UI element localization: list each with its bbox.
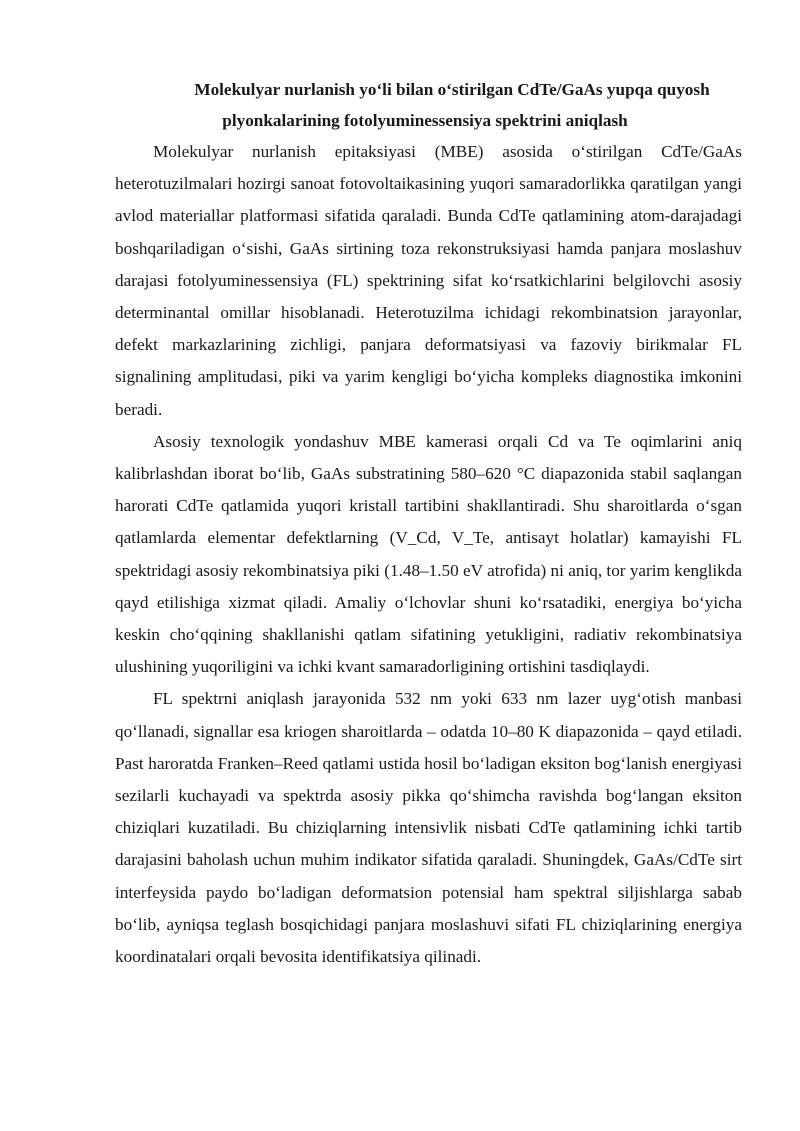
title-line-1: Molekulyar nurlanish yo‘li bilan o‘stirilgan CdTe/GaAs yupqa quyosh [194,80,710,99]
paragraph-3: FL spektrni aniqlash jarayonida 532 nm yoki 633 nm lazer uyg‘otish manbasi qo‘llanadi, signallar esa kriogen sharoitlarda – odatda 10–80 K diapazonida – qayd etiladi. Past haroratda Franken–Reed qatlami ustida hosil bo‘ladigan eksiton bog‘lanish energiyasi sezilarli kuchayadi va spektrda asosiy pikka qo‘shimcha ravishda bog‘langan eksiton chiziqlari kuzatiladi. Bu chiziqlarning intensivlik nisbati CdTe qatlamining ichki tartib darajasini baholash uchun muhim indikator sifatida qaraladi. Shuningdek, GaAs/CdTe sirt interfeysida paydo bo‘ladigan deformatsion potensial ham spektral siljishlarga sabab bo‘lib, ayniqsa teglash bosqichidagi panjara moslashuvi sifati FL chiziqlarining energiya koordinatalari orqali bevosita identifikatsiya qilinadi. [115,689,742,967]
document-title [112,74,744,136]
paragraph-1: Molekulyar nurlanish epitaksiyasi (MBE) asosida o‘stirilgan CdTe/GaAs heterotuzilmalari hozirgi sanoat fotovoltaikasining yuqori samaradorlikka qaratilgan yangi avlod materiallar platformasi sifatida qaraladi. Bunda CdTe qatlamining atom-darajadagi boshqariladigan o‘sishi, GaAs sirtining toza rekonstruksiyasi hamda panjara moslashuv darajasi fotolyuminessensiya (FL) spektrining sifat ko‘rsatkichlarini belgilovchi asosiy determinantal omillar hisoblanadi. Heterotuzilma ichidagi rekombinatsion jarayonlar, defekt markazlarining zichligi, panjara deformatsiyasi va fazoviy birikmalar FL signalining amplitudasi, piki va yarim kengligi bo‘yicha kompleks diagnostika imkonini beradi. [115,142,742,419]
document-body [115,136,742,973]
paragraph-2: Asosiy texnologik yondashuv MBE kamerasi orqali Cd va Te oqimlarini aniq kalibrlashdan iborat bo‘lib, GaAs substratining 580–620 °C diapazonida stabil saqlangan harorati CdTe qatlamida yuqori kristall tartibini shakllantiradi. Shu sharoitlarda o‘sgan qatlamlarda elementar defektlarning (V_Cd, V_Te, antisayt holatlar) kamayishi FL spektridagi asosiy rekombinatsiya piki (1.48–1.50 eV atrofida) ni aniq, tor yarim kenglikda qayd etilishiga xizmat qiladi. Amaliy o‘lchovlar shuni ko‘rsatadiki, energiya bo‘yicha keskin cho‘qqining shakllanishi qatlam sifatining yetukligini, radiativ rekombinatsiya ulushining yuqoriligini va ichki kvant samaradorligining ortishini tasdiqlaydi. [115,431,742,677]
title-line-2: plyonkalarining fotolyuminessensiya spektrini aniqlash [222,111,628,130]
